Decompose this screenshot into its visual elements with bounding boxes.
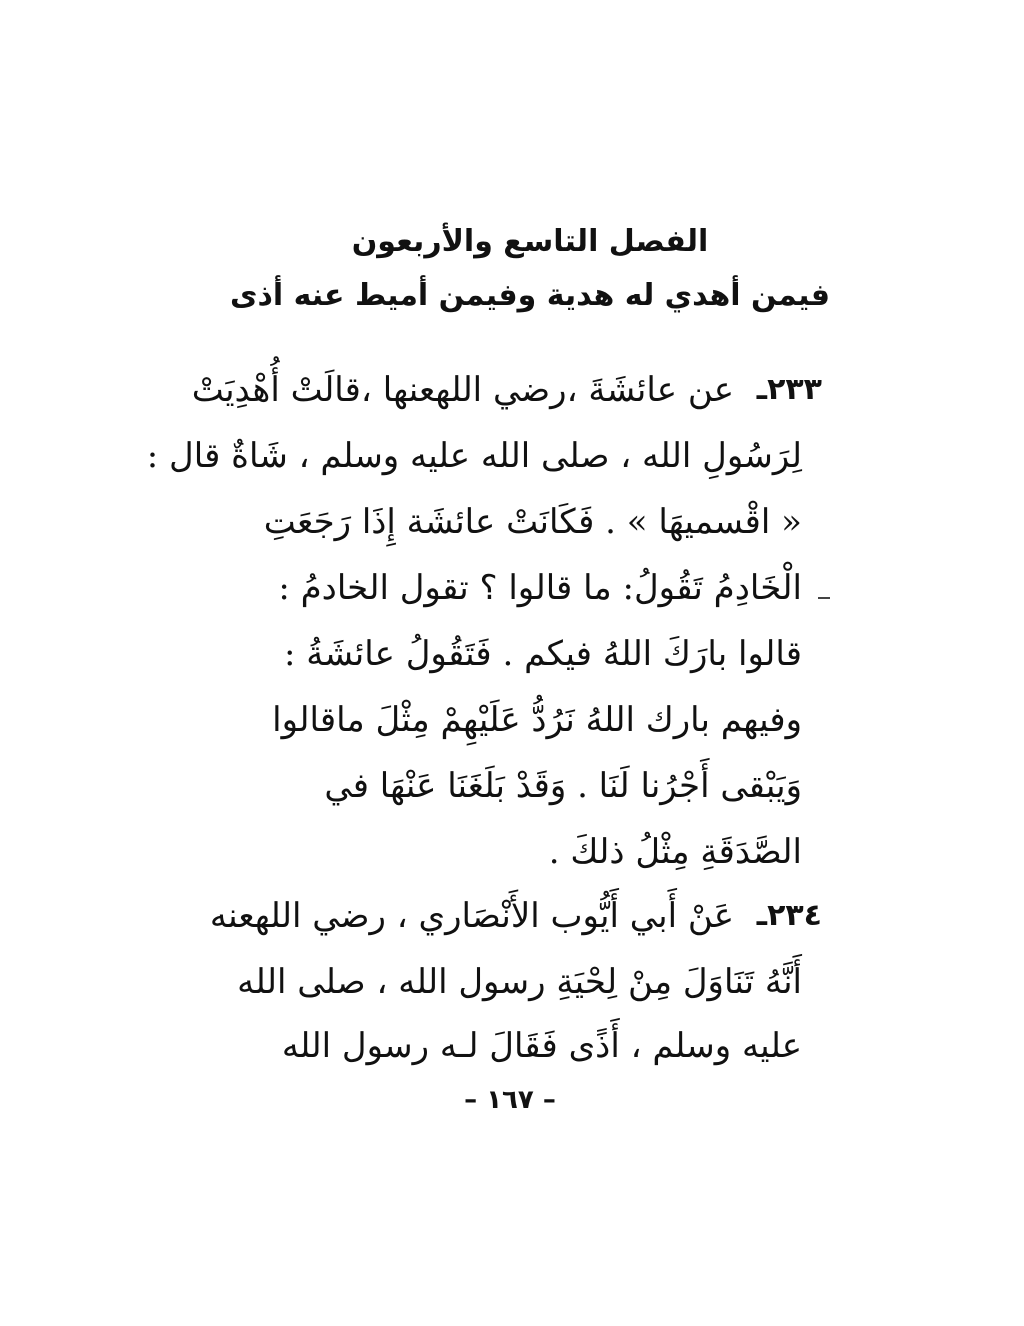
chapter-title: الفصل التاسع والأربعون: [351, 224, 709, 259]
hadith-233-text-2: لِرَسُولِ الله ، صلى الله عليه وسلم ، شَاةٌ قال :: [146, 436, 802, 476]
hadith-233-text-6: وفيهم بارك اللهُ نَرُدُّ عَلَيْهِمْ مِثْلَ ماقالوا: [272, 700, 802, 740]
hadith-233-number: ٢٣٣ـ: [756, 372, 822, 407]
hadith-234-text-3: عليه وسلم ، أَذًى فَقَالَ لـه رسول الله: [281, 1026, 802, 1066]
hadith-233-text-4: الْخَادِمُ تَقُولُ: ما قالوا ؟ تقول الخادمُ :: [278, 568, 802, 608]
hadith-233-text-1: عن عائشَةَ ،رضي اللهعنها ،قالَتْ أُهْدِيَتْ: [191, 370, 734, 410]
hadith-234-text-2: أَنَّهُ تَنَاوَلَ مِنْ لِحْيَةِ رسول الله ، صلى الله: [237, 962, 802, 1002]
hadith-233-text-8: الصَّدَقَةِ مِثْلُ ذلكَ .: [548, 832, 802, 872]
hadith-233-text-7: وَيَبْقى أَجْرُنا لَنَا . وَقَدْ بَلَغَنَا عَنْهَا في: [324, 766, 802, 806]
chapter-subtitle: فيمن أهدي له هدية وفيمن أميط عنه أذى: [229, 278, 831, 313]
margin-mark: [818, 597, 830, 599]
hadith-233-text-5: قالوا بارَكَ اللهُ فيكم . فَتَقُولُ عائشَةُ :: [283, 634, 802, 674]
hadith-234-number: ٢٣٤ـ: [756, 898, 822, 933]
hadith-234-text-1: عَنْ أَبي أَيُّوب الأَنْصَاري ، رضي اللهعنه: [209, 896, 734, 936]
hadith-233-text-3: « اقْسميهَا » . فَكَانَتْ عائشَة إِذَا رَجَعَتِ: [263, 502, 802, 542]
page-number: – ١٦٧ –: [464, 1085, 556, 1115]
